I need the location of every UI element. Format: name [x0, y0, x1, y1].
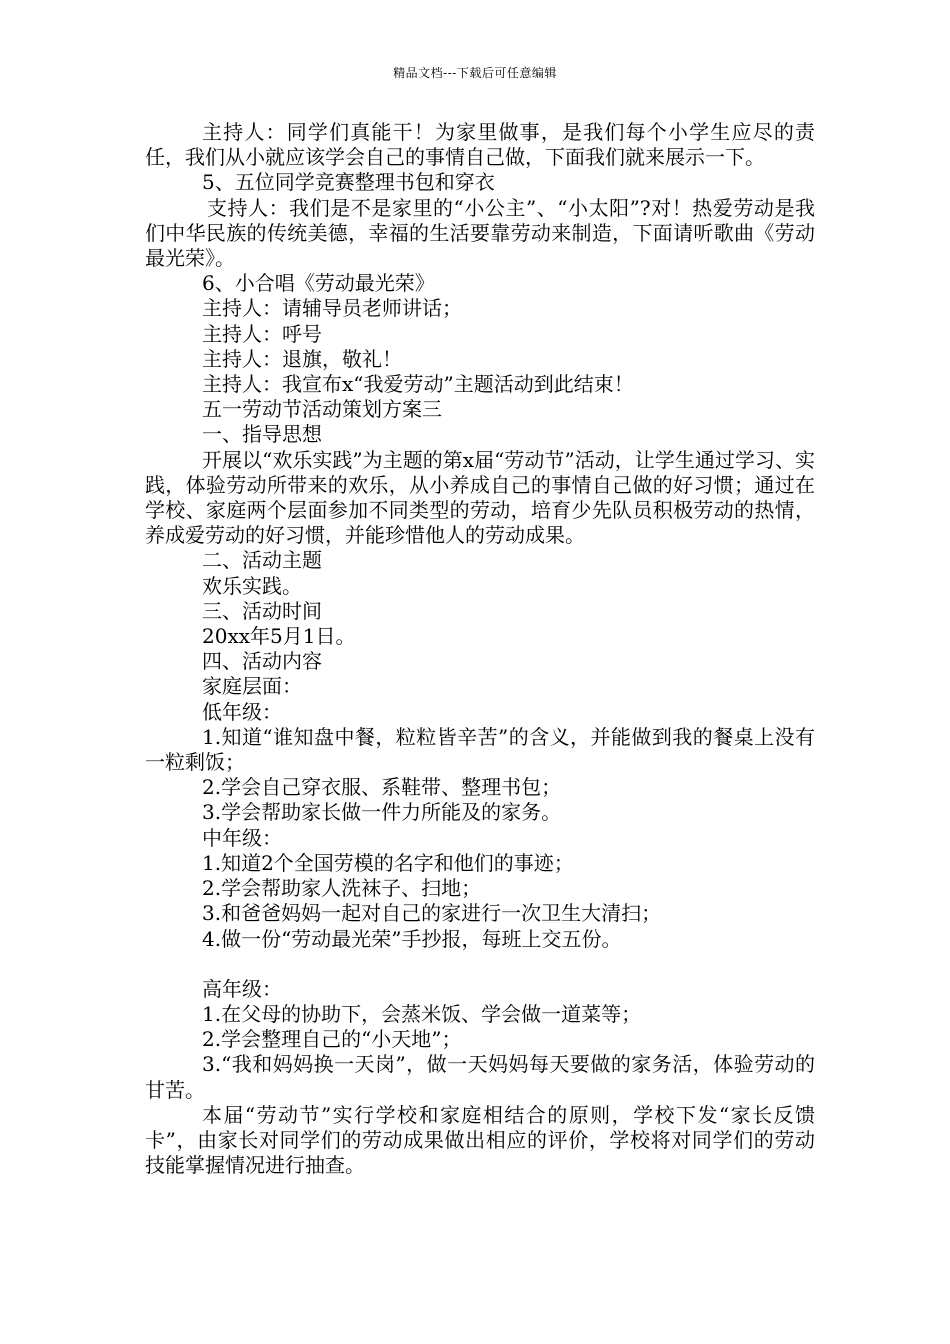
list-item-lower-3: 3.学会帮助家长做一件力所能及的家务。 — [202, 800, 562, 825]
list-item-upper-1: 1.在父母的协助下，会蒸米饭、学会做一道菜等； — [202, 1001, 642, 1026]
heading-content: 四、活动内容 — [202, 649, 322, 674]
paragraph-guiding-idea: 开展以“欢乐实践”为主题的第x届“劳动节”活动，让学生通过学习、实践，体验劳动所带来的欢乐，从小养成自己的事情自己做的好习惯；通过在学校、家庭两个层面参加不同类型的劳动，培育少先队员积极劳动的热情，养成爱劳动的好习惯，并能珍惜他人的劳动成果。 — [145, 447, 815, 548]
heading-time: 三、活动时间 — [202, 598, 322, 623]
paragraph-item-5: 5、五位同学竞赛整理书包和穿衣 — [202, 170, 495, 195]
section-title-plan-3: 五一劳动节活动策划方案三 — [202, 397, 442, 422]
list-item-middle-3: 3.和爸爸妈妈一起对自己的家进行一次卫生大清扫； — [202, 901, 662, 926]
list-item-lower-2: 2.学会自己穿衣服、系鞋带、整理书包； — [202, 775, 562, 800]
paragraph-host-end: 主持人：我宣布x“我爱劳动”主题活动到此结束！ — [202, 372, 634, 397]
paragraph-host-praise: 主持人：同学们真能干！为家里做事，是我们每个小学生应尽的责任，我们从小就应该学会自己的事情自己做，下面我们就来展示一下。 — [145, 120, 815, 170]
paragraph-host-speech: 主持人：请辅导员老师讲话； — [202, 296, 462, 321]
list-item-middle-4: 4.做一份“劳动最光荣”手抄报，每班上交五份。 — [202, 926, 622, 951]
heading-guiding-idea: 一、指导思想 — [202, 422, 322, 447]
heading-theme: 二、活动主题 — [202, 548, 322, 573]
document-body — [145, 120, 815, 1178]
paragraph-feedback: 本届“劳动节”实行学校和家庭相结合的原则，学校下发“家长反馈卡”，由家长对同学们的劳动成果做出相应的评价，学校将对同学们的劳动技能掌握情况进行抽查。 — [145, 1102, 815, 1178]
paragraph-theme: 欢乐实践。 — [202, 573, 302, 598]
list-item-upper-3: 3.“我和妈妈换一天岗”，做一天妈妈每天要做的家务活，体验劳动的甘苦。 — [145, 1052, 815, 1102]
label-upper-grade: 高年级： — [202, 976, 282, 1001]
label-middle-grade: 中年级： — [202, 825, 282, 850]
list-item-lower-1: 1.知道“谁知盘中餐，粒粒皆辛苦”的含义，并能做到我的餐桌上没有一粒剩饭； — [145, 724, 815, 775]
list-item-upper-2: 2.学会整理自己的“小天地”； — [202, 1027, 462, 1052]
paragraph-time: 20xx年5月1日。 — [202, 624, 356, 649]
label-lower-grade: 低年级： — [202, 699, 282, 724]
blank-line — [145, 952, 815, 977]
paragraph-host-flag: 主持人：退旗，敬礼！ — [202, 346, 402, 371]
page-header: 精品文档---下载后可任意编辑 — [393, 66, 557, 80]
paragraph-item-6: 6、小合唱《劳动最光荣》 — [202, 271, 435, 296]
list-item-middle-1: 1.知道2个全国劳模的名字和他们的事迹； — [202, 850, 574, 875]
paragraph-host-song-intro: 支持人：我们是不是家里的“小公主”、“小太阳”?对！热爱劳动是我们中华民族的传统美德，幸福的生活要靠劳动来制造，下面请听歌曲《劳动最光荣》。 — [145, 195, 815, 271]
label-family-level: 家庭层面： — [202, 674, 302, 699]
paragraph-host-call: 主持人：呼号 — [202, 321, 322, 346]
list-item-middle-2: 2.学会帮助家人洗袜子、扫地； — [202, 876, 482, 901]
